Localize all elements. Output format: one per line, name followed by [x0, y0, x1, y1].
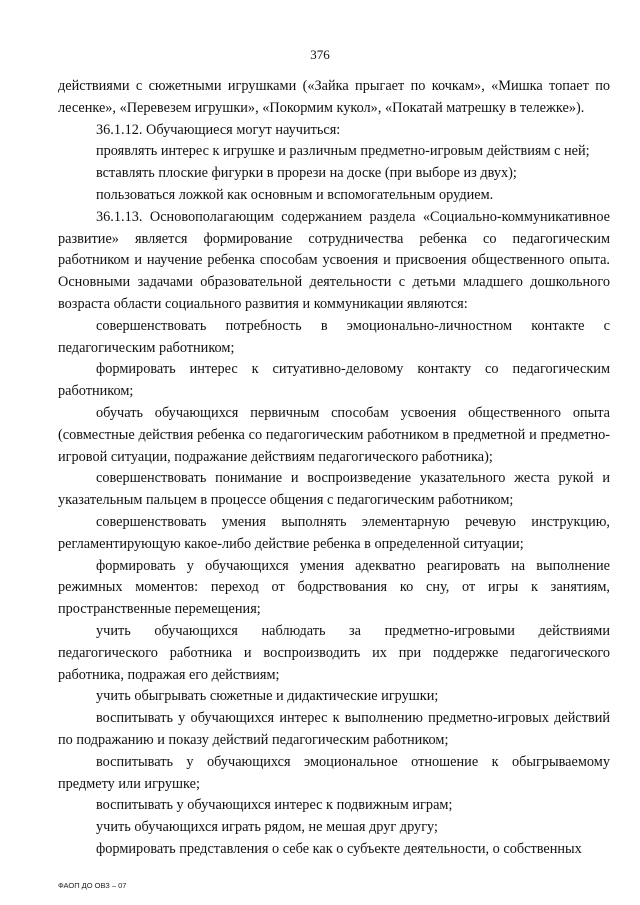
document-body [58, 76, 610, 861]
page-number: 376 [310, 47, 330, 62]
paragraph-item: совершенствовать умения выполнять элементарную речевую инструкцию, регламентирующую какое-либо действие ребенка в определенной ситуации; [58, 513, 610, 552]
paragraph-item: обучать обучающихся первичным способам усвоения общественного опыта (совместные действия ребенка со педагогическим работником в предметной и предметно-игровой ситуации, подражание действиям педагогического работника); [58, 404, 610, 465]
paragraph-heading-36-1-13: 36.1.13. Основополагающим содержанием раздела «Социально-коммуникативное развитие» является формирование сотрудничества ребенка со педагогическим работником и научение ребенка способам усвоения и присвоения общественного опыта. Основными задачами образовательной деятельности с детьми младшего дошкольного возраста области социального развития и коммуникации являются: [58, 208, 610, 312]
paragraph-item: формировать интерес к ситуативно-деловому контакту со педагогическим работником; [58, 361, 610, 400]
paragraph-heading-36-1-12: 36.1.12. Обучающиеся могут научиться: [96, 121, 341, 138]
paragraph-item: учить обучающихся наблюдать за предметно-игровыми действиями педагогического работника и воспроизводить их при поддержке педагогического работника, подражая его действиям; [58, 622, 610, 683]
paragraph-item: вставлять плоские фигурки в прорези на доске (при выборе из двух); [96, 165, 517, 182]
paragraph-item: учить обыгрывать сюжетные и дидактические игрушки; [96, 688, 439, 705]
paragraph-continuation: действиями с сюжетными игрушками («Зайка прыгает по кочкам», «Мишка топает по лесенке», «Перевезем игрушки», «Покормим кукол», «Покатай матрешку в тележке»). [58, 78, 610, 116]
paragraph-item: пользоваться ложкой как основным и вспомогательным орудием. [96, 186, 494, 203]
paragraph-item: формировать представления о себе как о субъекте деятельности, о собственных [96, 840, 582, 857]
paragraph-item: воспитывать у обучающихся интерес к подвижным играм; [96, 797, 453, 814]
paragraph-item: совершенствовать понимание и воспроизведение указательного жеста рукой и указательным пальцем в процессе общения с педагогическим работником; [58, 470, 610, 509]
paragraph-item: воспитывать у обучающихся интерес к выполнению предметно-игровых действий по подражанию и показу действий педагогическим работником; [58, 710, 610, 748]
paragraph-item: совершенствовать потребность в эмоционально-личностном контакте с педагогическим работником; [58, 317, 610, 356]
paragraph-item: проявлять интерес к игрушке и различным предметно-игровым действиям с ней; [96, 143, 590, 160]
page-footer: ФАОП ДО ОВЗ – 07 [58, 881, 127, 890]
paragraph-item: воспитывать у обучающихся эмоциональное отношение к обыгрываемому предмету или игрушке; [58, 753, 610, 792]
paragraph-item: формировать у обучающихся умения адекватно реагировать на выполнение режимных моментов: переход от бодрствования ко сну, от игры к занятиям, пространственные перемещения; [58, 557, 610, 618]
paragraph-item: учить обучающихся играть рядом, не мешая друг другу; [96, 819, 438, 836]
